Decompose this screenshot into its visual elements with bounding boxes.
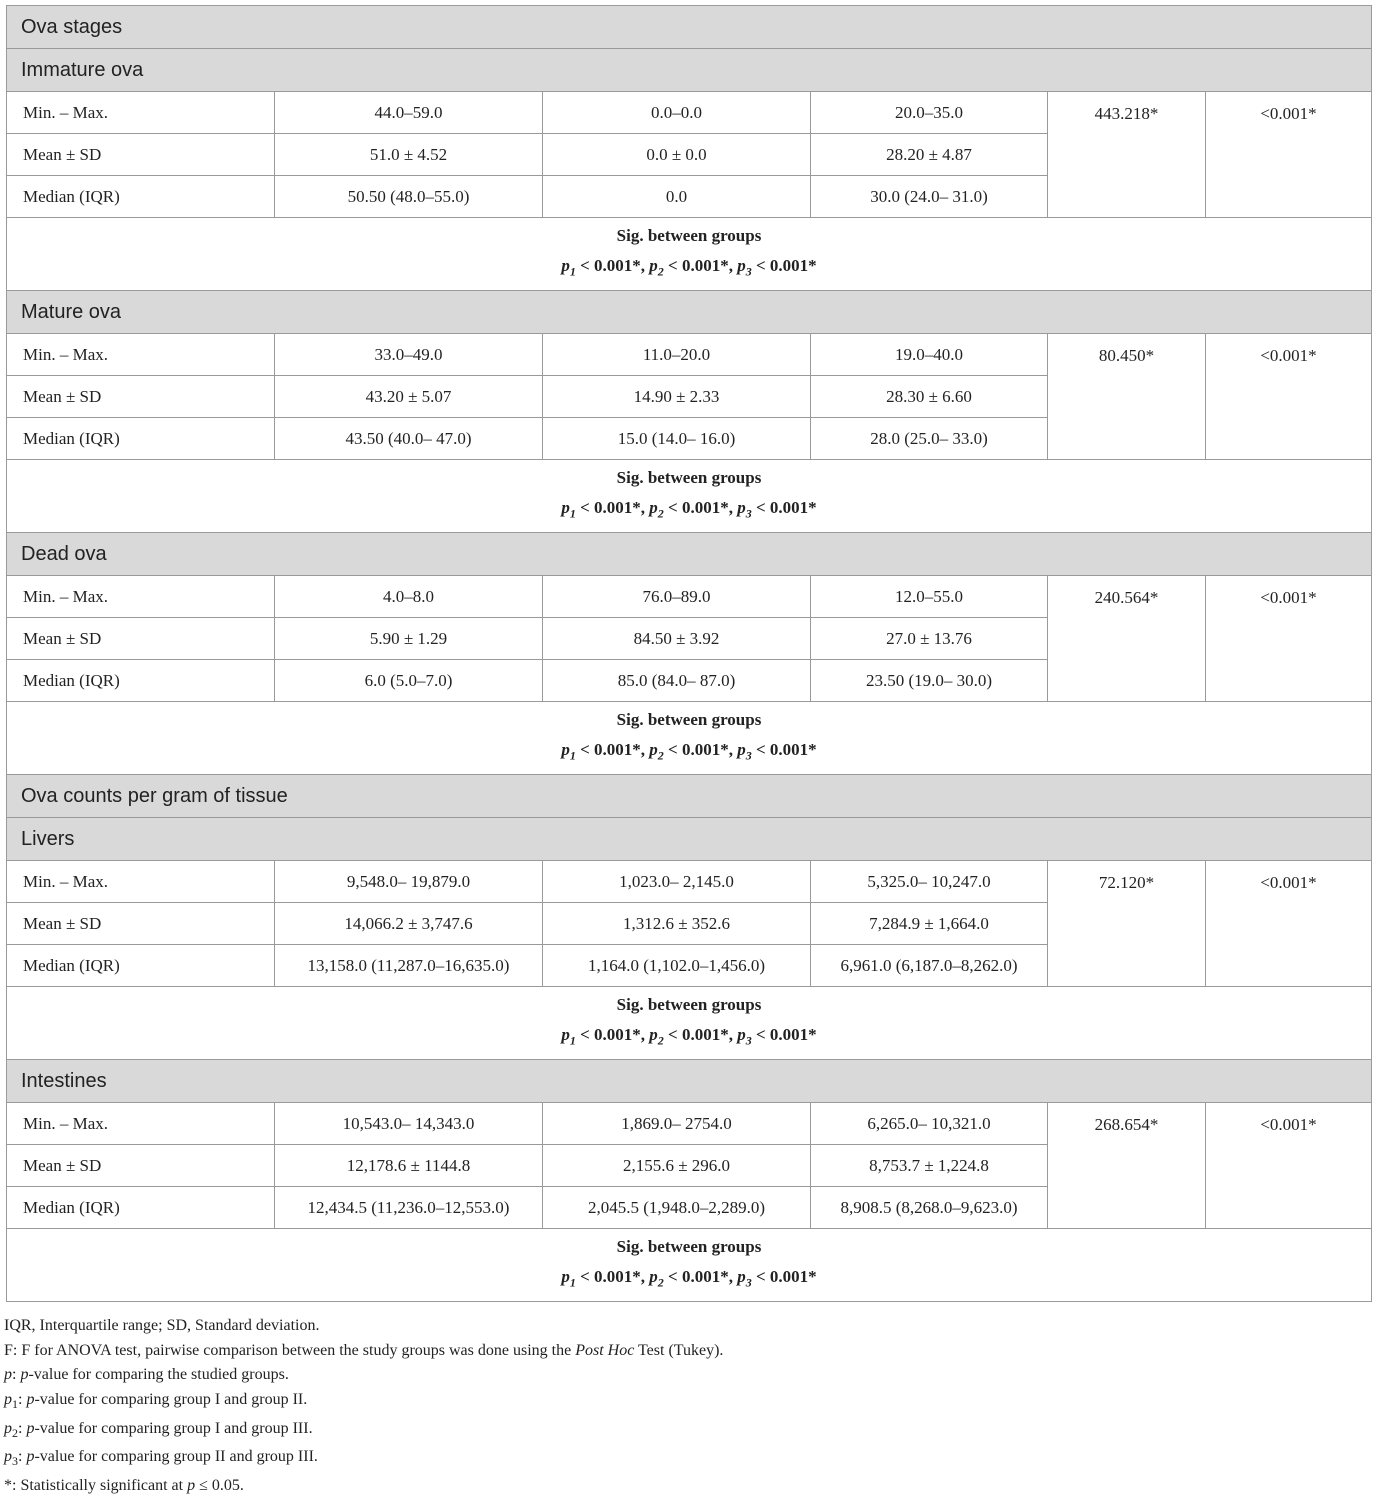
group-value-cell: 8,908.5 (8,268.0–9,623.0) <box>811 1187 1048 1229</box>
table-row-range <box>7 861 1372 903</box>
p-value-cell: <0.001* <box>1206 92 1372 218</box>
f-statistic-cell: 443.218* <box>1048 92 1206 218</box>
group-value-cell: 27.0 ± 13.76 <box>811 618 1048 660</box>
row-label: Median (IQR) <box>7 176 275 218</box>
significance-row <box>7 1229 1372 1302</box>
row-label: Median (IQR) <box>7 660 275 702</box>
group-value-cell: 8,753.7 ± 1,224.8 <box>811 1145 1048 1187</box>
group-value-cell: 28.0 (25.0– 33.0) <box>811 418 1048 460</box>
section-header-row <box>7 49 1372 92</box>
row-label: Median (IQR) <box>7 1187 275 1229</box>
group-value-cell: 0.0 <box>543 176 811 218</box>
group-value-cell: 0.0–0.0 <box>543 92 811 134</box>
group-value-cell: 20.0–35.0 <box>811 92 1048 134</box>
group-value-cell: 5.90 ± 1.29 <box>275 618 543 660</box>
group-value-cell: 28.30 ± 6.60 <box>811 376 1048 418</box>
note-p2: $p_2$: p-value for comparing group I and group III. <box>4 1419 313 1440</box>
group-value-cell: 15.0 (14.0– 16.0) <box>543 418 811 460</box>
p-value-cell: <0.001* <box>1206 1103 1372 1229</box>
row-label: Min. – Max. <box>7 576 275 618</box>
group-value-cell: 84.50 ± 3.92 <box>543 618 811 660</box>
significance-row <box>7 218 1372 291</box>
section-title: Livers <box>7 818 1372 861</box>
table-row-range <box>7 576 1372 618</box>
note-p3: $p_3$: p-value for comparing group II and group III. <box>4 1448 318 1469</box>
title-row <box>7 6 1372 49</box>
p-value-cell: <0.001* <box>1206 334 1372 460</box>
section-title: Mature ova <box>7 291 1372 334</box>
note-abbrev: IQR, Interquartile range; SD, Standard deviation. <box>4 1317 320 1334</box>
group-value-cell: 9,548.0– 19,879.0 <box>275 861 543 903</box>
note-star: *: Statistically significant at p ≤ 0.05. <box>4 1477 244 1495</box>
counts-header-row <box>7 775 1372 818</box>
footnotes <box>4 1314 723 1499</box>
group-value-cell: 6,265.0– 10,321.0 <box>811 1103 1048 1145</box>
sig-pvalues: $p_1 < 0.001*$, $p_2 < 0.001*$, $p_3 < 0.001*$ <box>561 1267 817 1290</box>
group-value-cell: 11.0–20.0 <box>543 334 811 376</box>
group-value-cell: 44.0–59.0 <box>275 92 543 134</box>
group-value-cell: 1,869.0– 2754.0 <box>543 1103 811 1145</box>
group-value-cell: 50.50 (48.0–55.0) <box>275 176 543 218</box>
group-value-cell: 5,325.0– 10,247.0 <box>811 861 1048 903</box>
significance-row <box>7 987 1372 1060</box>
group-value-cell: 28.20 ± 4.87 <box>811 134 1048 176</box>
note-f: F: F for ANOVA test, pairwise comparison between the study groups was done using the Post Hoc Test (Tukey). <box>4 1341 724 1359</box>
group-value-cell: 12,178.6 ± 1144.8 <box>275 1145 543 1187</box>
section-header-row <box>7 818 1372 861</box>
section-header-row <box>7 533 1372 576</box>
note-p1: $p_1$: p-value for comparing group I and group II. <box>4 1390 308 1411</box>
sig-pvalues: $p_1 < 0.001*$, $p_2 < 0.001*$, $p_3 < 0.001*$ <box>561 1025 817 1048</box>
significance-cell <box>7 218 1372 291</box>
table-row-range <box>7 334 1372 376</box>
sig-title: Sig. between groups <box>616 1237 762 1257</box>
group-value-cell: 14,066.2 ± 3,747.6 <box>275 903 543 945</box>
group-value-cell: 33.0–49.0 <box>275 334 543 376</box>
group-value-cell: 7,284.9 ± 1,664.0 <box>811 903 1048 945</box>
row-label: Mean ± SD <box>7 1145 275 1187</box>
group-value-cell: 14.90 ± 2.33 <box>543 376 811 418</box>
significance-row <box>7 702 1372 775</box>
section-title: Dead ova <box>7 533 1372 576</box>
f-statistic-cell: 80.450* <box>1048 334 1206 460</box>
significance-cell <box>7 460 1372 533</box>
row-label: Min. – Max. <box>7 334 275 376</box>
table-row-range <box>7 1103 1372 1145</box>
section-title: Intestines <box>7 1060 1372 1103</box>
significance-cell <box>7 987 1372 1060</box>
ova-table <box>6 5 1372 1302</box>
p-value-cell: <0.001* <box>1206 861 1372 987</box>
section-header-row <box>7 1060 1372 1103</box>
group-value-cell: 51.0 ± 4.52 <box>275 134 543 176</box>
group-value-cell: 1,164.0 (1,102.0–1,456.0) <box>543 945 811 987</box>
group-value-cell: 2,045.5 (1,948.0–2,289.0) <box>543 1187 811 1229</box>
sig-title: Sig. between groups <box>616 468 762 488</box>
significance-cell <box>7 702 1372 775</box>
group-value-cell: 1,312.6 ± 352.6 <box>543 903 811 945</box>
section-header-row <box>7 291 1372 334</box>
group-value-cell: 85.0 (84.0– 87.0) <box>543 660 811 702</box>
f-statistic-cell: 240.564* <box>1048 576 1206 702</box>
sig-pvalues: $p_1 < 0.001*$, $p_2 < 0.001*$, $p_3 < 0.001*$ <box>561 256 817 279</box>
group-value-cell: 12,434.5 (11,236.0–12,553.0) <box>275 1187 543 1229</box>
group-value-cell: 12.0–55.0 <box>811 576 1048 618</box>
row-label: Mean ± SD <box>7 618 275 660</box>
note-p: p: p-value for comparing the studied groups. <box>4 1366 289 1384</box>
group-value-cell: 30.0 (24.0– 31.0) <box>811 176 1048 218</box>
counts-title: Ova counts per gram of tissue <box>7 775 1372 818</box>
group-value-cell: 0.0 ± 0.0 <box>543 134 811 176</box>
significance-row <box>7 460 1372 533</box>
group-value-cell: 76.0–89.0 <box>543 576 811 618</box>
group-value-cell: 19.0–40.0 <box>811 334 1048 376</box>
group-value-cell: 4.0–8.0 <box>275 576 543 618</box>
group-value-cell: 1,023.0– 2,145.0 <box>543 861 811 903</box>
row-label: Median (IQR) <box>7 945 275 987</box>
row-label: Mean ± SD <box>7 903 275 945</box>
group-value-cell: 6.0 (5.0–7.0) <box>275 660 543 702</box>
section-title: Immature ova <box>7 49 1372 92</box>
row-label: Min. – Max. <box>7 861 275 903</box>
group-value-cell: 2,155.6 ± 296.0 <box>543 1145 811 1187</box>
group-value-cell: 6,961.0 (6,187.0–8,262.0) <box>811 945 1048 987</box>
row-label: Min. – Max. <box>7 1103 275 1145</box>
row-label: Mean ± SD <box>7 376 275 418</box>
p-value-cell: <0.001* <box>1206 576 1372 702</box>
group-value-cell: 10,543.0– 14,343.0 <box>275 1103 543 1145</box>
sig-pvalues: $p_1 < 0.001*$, $p_2 < 0.001*$, $p_3 < 0.001*$ <box>561 740 817 763</box>
group-value-cell: 23.50 (19.0– 30.0) <box>811 660 1048 702</box>
group-value-cell: 13,158.0 (11,287.0–16,635.0) <box>275 945 543 987</box>
row-label: Mean ± SD <box>7 134 275 176</box>
sig-title: Sig. between groups <box>616 710 762 730</box>
table-container <box>6 5 1371 1302</box>
sig-title: Sig. between groups <box>616 995 762 1015</box>
sig-title: Sig. between groups <box>616 226 762 246</box>
f-statistic-cell: 72.120* <box>1048 861 1206 987</box>
significance-cell <box>7 1229 1372 1302</box>
table-title: Ova stages <box>7 6 1372 49</box>
row-label: Median (IQR) <box>7 418 275 460</box>
group-value-cell: 43.50 (40.0– 47.0) <box>275 418 543 460</box>
table-row-range <box>7 92 1372 134</box>
group-value-cell: 43.20 ± 5.07 <box>275 376 543 418</box>
row-label: Min. – Max. <box>7 92 275 134</box>
f-statistic-cell: 268.654* <box>1048 1103 1206 1229</box>
sig-pvalues: $p_1 < 0.001*$, $p_2 < 0.001*$, $p_3 < 0.001*$ <box>561 498 817 521</box>
